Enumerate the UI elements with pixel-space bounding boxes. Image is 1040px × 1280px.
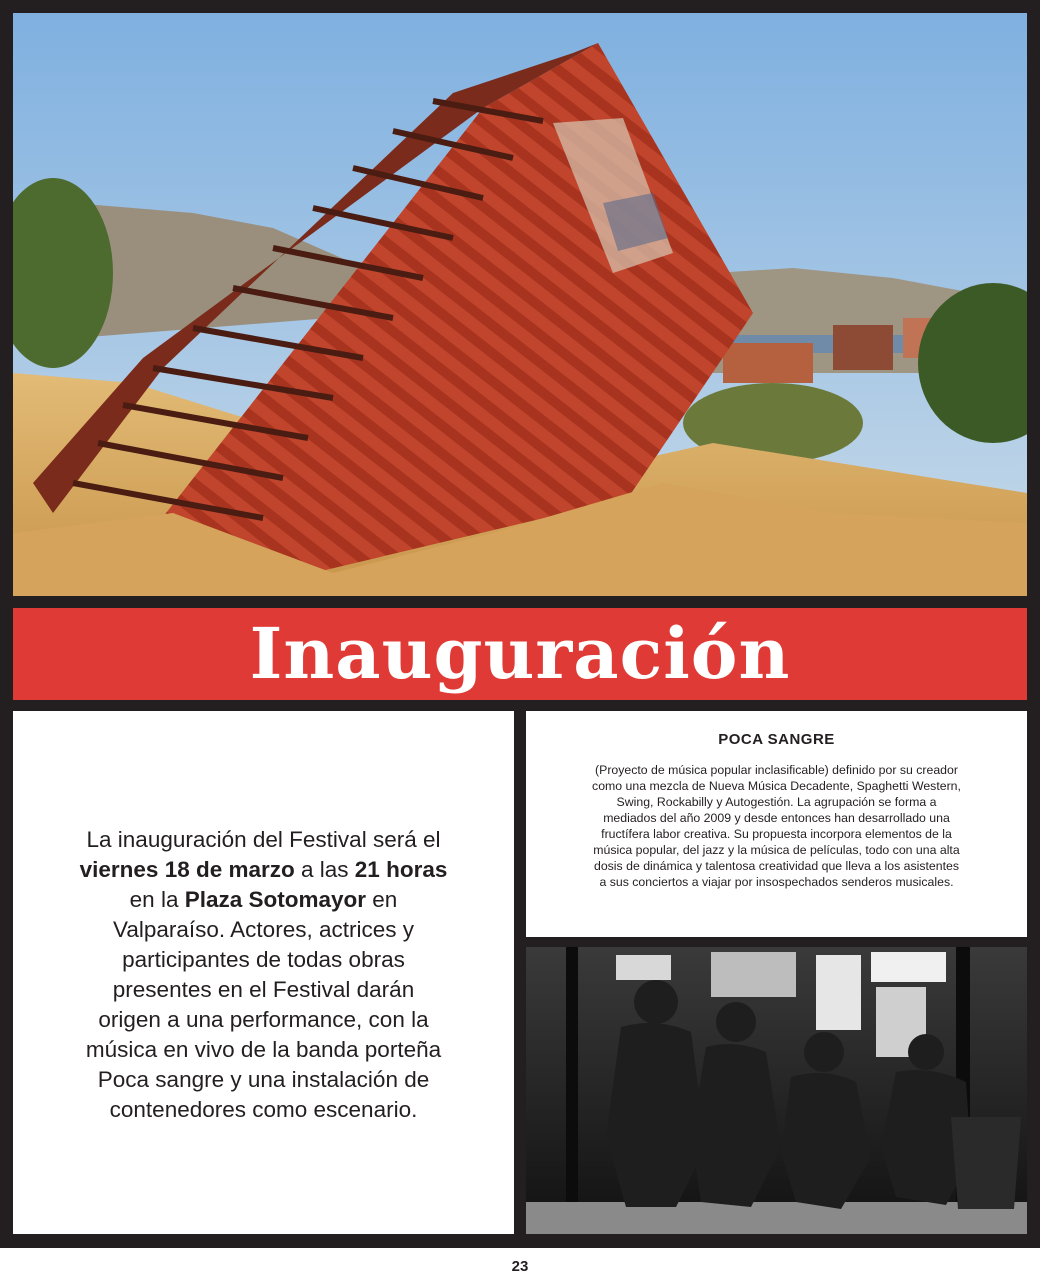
band-description: (Proyecto de música popular inclasificable) definido por su creador como una mezcla de Nueva Música Decadente, Spaghetti Western, Swing, Rockabilly y Autogestión. La agrupación se forma a mediados del año 2009 y desde entonces han desarrollado una fructífera labor creativa. Su propuesta incorpora elementos de la música popular, del jazz y la música de películas, todo con una alta dosis de dinámica y talentosa creatividad que lleva a los asistentes a sus conciertos a viajar por insospechados senderos musicales. — [592, 763, 961, 889]
band-illustration — [526, 947, 1027, 1234]
band-info-panel — [526, 711, 1027, 937]
intro-panel — [13, 711, 514, 1234]
band-photo — [526, 947, 1027, 1234]
event-time: 21 horas — [354, 856, 448, 882]
hero-photo-container — [13, 13, 1027, 596]
event-place: Plaza Sotomayor — [184, 886, 367, 912]
title-band — [13, 608, 1027, 700]
intro-text: La inauguración del Festival será el viernes 18 de marzo a las 21 horas en la Plaza Sotomayor en Valparaíso. Actores, actrices y participantes de todas obras presentes en el Festival darán origen a una performance, con la música en vivo de la banda porteña Poca sangre y una instalación de contenedores como escenario. — [79, 826, 448, 1122]
page-number: 23 — [511, 1258, 529, 1275]
container-illustration — [13, 13, 1027, 596]
band-name: POCA SANGRE — [718, 731, 835, 748]
event-date: viernes 18 de marzo — [79, 856, 295, 882]
page-title: Inauguración — [249, 612, 791, 695]
